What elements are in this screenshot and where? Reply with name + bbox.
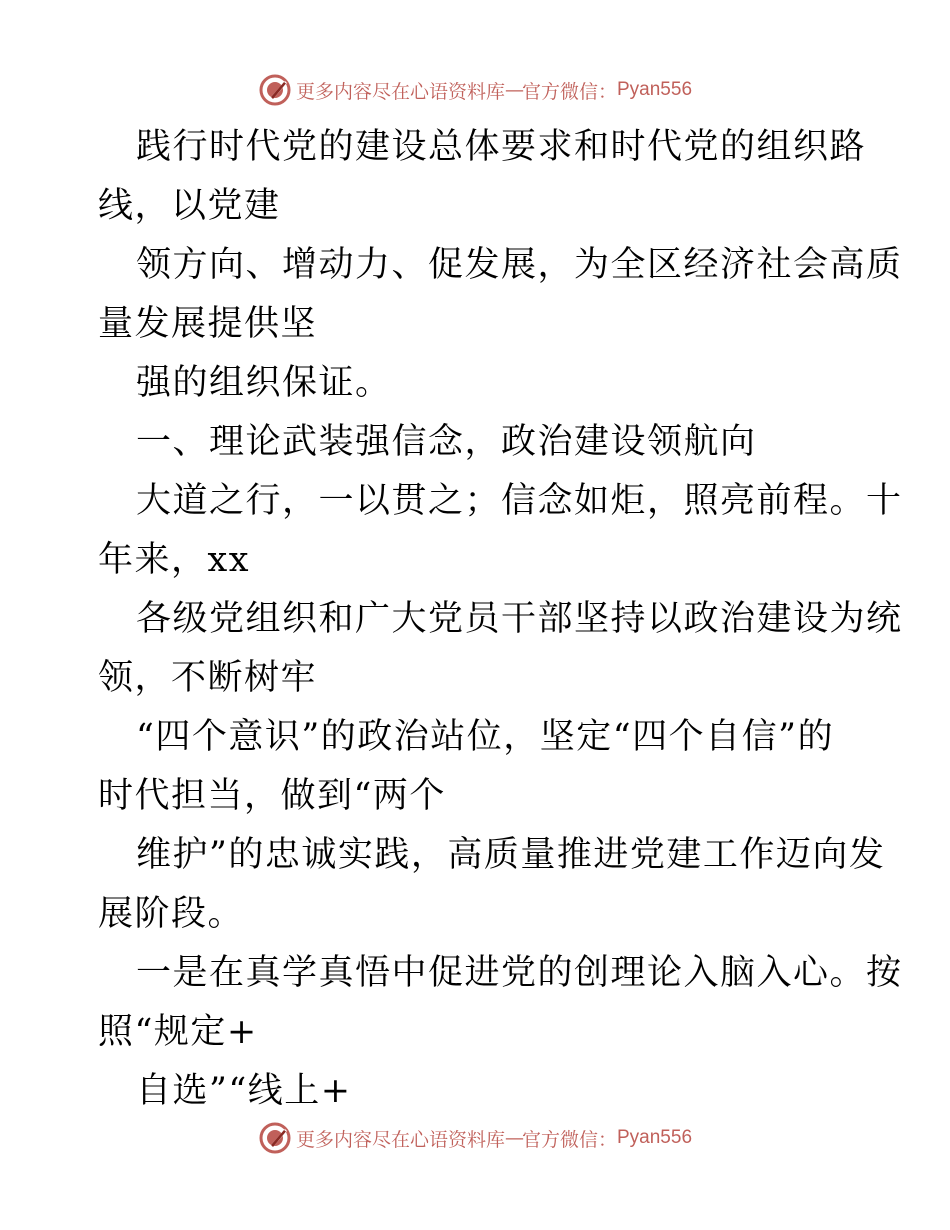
body-line: 量发展提供坚 — [98, 304, 318, 344]
document-body — [98, 118, 903, 1121]
body-line: 强的组织保证。 — [136, 363, 392, 403]
watermark-separator: — — [504, 79, 522, 101]
watermark-account: Pyan556 — [617, 79, 693, 100]
header-watermark — [0, 70, 950, 110]
seal-pen-icon — [258, 73, 292, 107]
body-line: 照“规定+ — [98, 1012, 258, 1052]
watermark-label: 官方微信： — [521, 80, 617, 103]
footer-watermark — [0, 1118, 950, 1158]
body-line: 一是在真学真悟中促进党的创理论入脑入心。按 — [136, 953, 903, 993]
body-line: 领方向、增动力、促发展，为全区经济社会高质 — [136, 245, 903, 285]
body-line: “四个意识”的政治站位，坚定“四个自信”的 — [136, 717, 835, 757]
body-line: 大道之行，一以贯之；信念如炬，照亮前程。十 — [136, 481, 903, 521]
watermark-account: Pyan556 — [617, 1127, 693, 1148]
body-line: 线，以党建 — [98, 186, 281, 226]
watermark-separator: — — [504, 1127, 522, 1149]
body-line: 自选”“线上+ — [136, 1071, 352, 1111]
section-heading: 一、理论武装强信念，政治建设领航向 — [136, 422, 757, 462]
seal-pen-icon — [258, 1121, 292, 1155]
body-line: 维护”的忠诚实践，高质量推进党建工作迈向发 — [136, 835, 886, 875]
body-line: 领，不断树牢 — [98, 658, 318, 698]
watermark-label: 官方微信： — [521, 1128, 617, 1151]
body-line: 展阶段。 — [98, 894, 245, 934]
watermark-text: 更多内容尽在心语资料库 — [295, 80, 505, 103]
body-line: 年来，xx — [98, 540, 250, 580]
body-line: 践行时代党的建设总体要求和时代党的组织路 — [136, 127, 867, 167]
body-line: 时代担当，做到“两个 — [98, 776, 446, 816]
body-line: 各级党组织和广大党员干部坚持以政治建设为统 — [136, 599, 903, 639]
watermark-text: 更多内容尽在心语资料库 — [295, 1128, 505, 1151]
